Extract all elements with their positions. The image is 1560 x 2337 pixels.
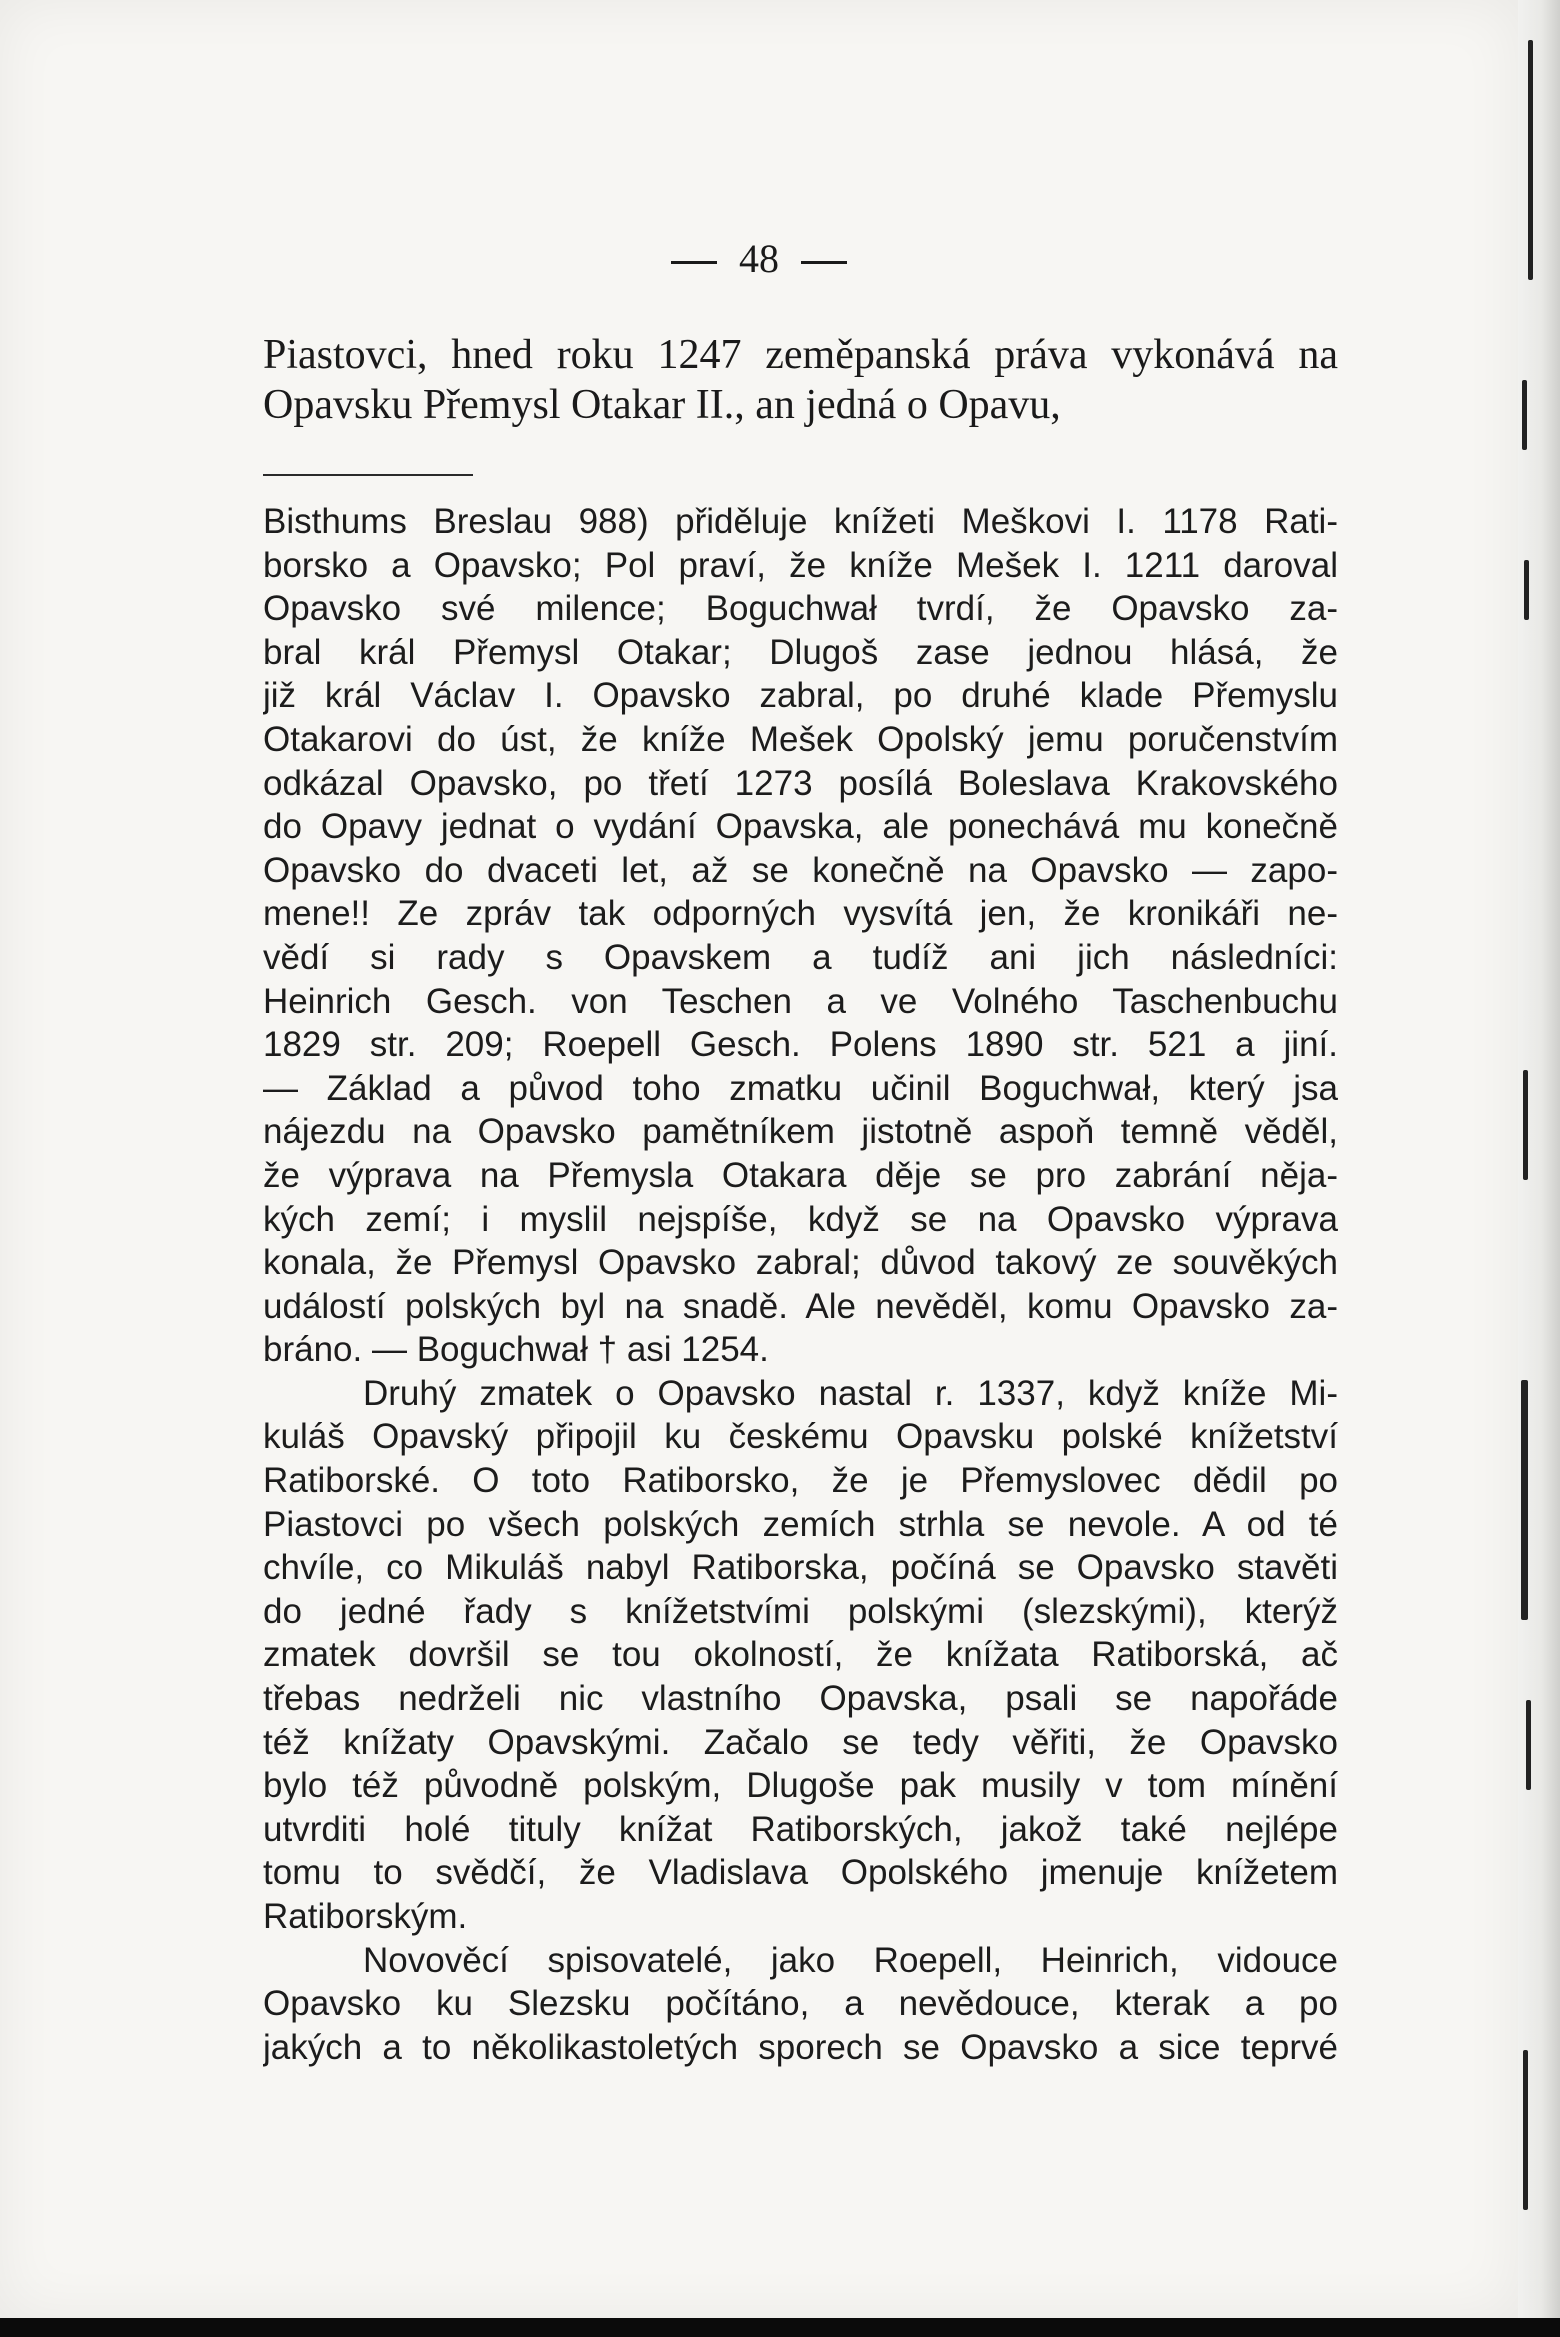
edge-mark <box>1523 1070 1528 1180</box>
footnote-line: Otakarovi do úst, že kníže Mešek Opolský jemu poručenstvím <box>263 719 1338 759</box>
header-dash-right <box>801 261 847 264</box>
edge-mark <box>1522 380 1527 450</box>
footnote-line: že výprava na Přemysla Otakara děje se pro zabrání něja- <box>263 1155 1338 1195</box>
footnote-line: třebas nedrželi nic vlastního Opavska, psali se napořáde <box>263 1679 1338 1719</box>
footnote-line: kuláš Opavský připojil ku českému Opavsku polské knížetství <box>263 1417 1338 1457</box>
footnote-line: borsko a Opavsko; Pol praví, že kníže Mešek I. 1211 daroval <box>263 545 1338 585</box>
footnote-line: Heinrich Gesch. von Teschen a ve Volného Taschenbuchu <box>263 981 1338 1021</box>
footnote-block <box>263 500 1338 2069</box>
footnote-line: vědí si rady s Opavskem a tudíž ani jich následníci: <box>263 937 1338 977</box>
footnote-line: jakých a to několikastoletých sporech se Opavsko a sice teprvé <box>263 2027 1338 2067</box>
footnote-line: Ratiborským. <box>263 1897 468 1936</box>
footnote-line: Bisthums Breslau 988) přiděluje knížeti Meškovi I. 1178 Rati- <box>263 502 1338 541</box>
edge-mark <box>1528 40 1533 280</box>
footnote-line: do jedné řady s knížetstvími polskými (slezskými), kterýž <box>263 1591 1338 1631</box>
footnote-line: tomu to svědčí, že Vladislava Opolského jmenuje knížetem <box>263 1853 1338 1893</box>
footnote-line: odkázal Opavsko, po třetí 1273 posílá Boleslava Krakovského <box>263 763 1338 803</box>
footnote-line: mene!! Ze zpráv tak odporných vysvítá jen, že kronikáři ne- <box>263 894 1338 934</box>
footnote-line: bráno. — Boguchwał † asi 1254. <box>263 1330 769 1370</box>
edge-mark <box>1526 1700 1531 1790</box>
footnote-line: nájezdu na Opavsko pamětníkem jistotně aspoň temně věděl, <box>263 1112 1338 1152</box>
footnote-line: do Opavy jednat o vydání Opavska, ale ponechává mu konečně <box>263 807 1338 847</box>
footnote-line: Opavsko své milence; Boguchwał tvrdí, že Opavsko za- <box>263 589 1338 629</box>
footnote-line: zmatek dovršil se tou okolností, že knížata Ratiborská, ač <box>263 1635 1338 1675</box>
footnote-line: konala, že Přemysl Opavsko zabral; důvod takový ze souvěkých <box>263 1243 1338 1283</box>
footnote-line: již král Václav I. Opavsko zabral, po druhé klade Přemyslu <box>263 676 1338 716</box>
footnote-line: Druhý zmatek o Opavsko nastal r. 1337, když kníže Mi- <box>363 1373 1338 1413</box>
edge-mark <box>1523 2050 1528 2210</box>
footnote-line: utvrditi holé tituly knížat Ratiborských, jakož také nejlépe <box>263 1809 1338 1849</box>
page-number: 48 <box>739 236 779 281</box>
page-right-edge <box>1518 0 1560 2337</box>
footnote-line: Piastovci po všech polských zemích strhla se nevole. A od té <box>263 1504 1338 1544</box>
page-header <box>0 235 1518 282</box>
main-text: Piastovci, hned roku 1247 zeměpanská práva vykonává na Opavsku Přemysl Otakar II., an jedná o Opavu, <box>263 332 1338 428</box>
edge-mark <box>1521 1380 1528 1620</box>
footnote-line: Opavsko do dvaceti let, až se konečně na Opavsko — zapo- <box>263 850 1338 890</box>
footnote-line: 1829 str. 209; Roepell Gesch. Polens 1890 str. 521 a jiní. <box>263 1025 1338 1065</box>
footnote-line: Opavsko ku Slezsku počítáno, a nevědouce, kterak a po <box>263 1984 1338 2024</box>
footnote-line: událostí polských byl na snadě. Ale nevěděl, komu Opavsko za- <box>263 1286 1338 1326</box>
header-dash-left <box>671 261 717 264</box>
footnote-line: též knížaty Opavskými. Začalo se tedy věřiti, že Opavsko <box>263 1722 1338 1762</box>
edge-mark <box>1524 560 1529 620</box>
footnote-line: bral král Přemysl Otakar; Dlugoš zase jednou hlásá, že <box>263 632 1338 672</box>
footnote-line: — Základ a původ toho zmatku učinil Boguchwał, který jsa <box>263 1068 1338 1108</box>
footnote-line: bylo též původně polským, Dlugoše pak musily v tom mínění <box>263 1766 1338 1806</box>
scan-border <box>0 2318 1560 2337</box>
footnote-line: kých zemí; i myslil nejspíše, když se na Opavsko výprava <box>263 1199 1338 1239</box>
footnote-line: Novověcí spisovatelé, jako Roepell, Heinrich, vidouce <box>363 1940 1338 1980</box>
footnote-line: Ratiborské. O toto Ratiborsko, že je Přemyslovec dědil po <box>263 1461 1338 1501</box>
footnote-line: chvíle, co Mikuláš nabyl Ratiborska, počíná se Opavsko stavěti <box>263 1548 1338 1588</box>
footnote-separator <box>263 474 473 476</box>
